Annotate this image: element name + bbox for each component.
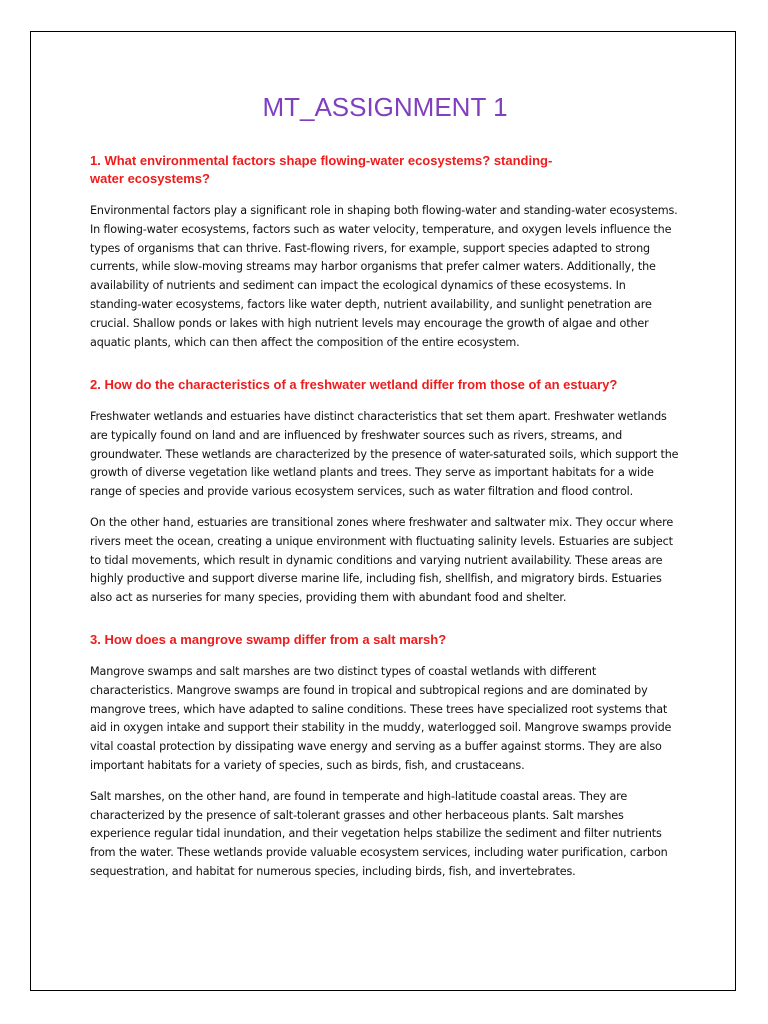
answer-1-paragraph-1: Environmental factors play a significant role in shaping both flowing-water and standing-water ecosystems. In flowing-water ecosystems, factors such as water velocity, temperature, and oxygen levels influence the types of organisms that can thrive. Fast-flowing rivers, for example, support species adapted to strong currents, while slow-moving streams may harbor organisms that prefer calmer waters. Additionally, the availability of nutrients and sediment can impact the ecological dynamics of these ecosystems. In standing-water ecosystems, factors like water depth, nutrient availability, and sunlight penetration are crucial. Shallow ponds or lakes with high nutrient levels may encourage the growth of algae and other aquatic plants, which can then affect the composition of the entire ecosystem. <box>90 204 678 349</box>
answer-3-paragraph-2: Salt marshes, on the other hand, are found in temperate and high-latitude coastal areas. They are characterized by the presence of salt-tolerant grasses and other herbaceous plants. Salt marshes experience regular tidal inundation, and their vegetation helps stabilize the sediment and filter nutrients from the water. These wetlands provide valuable ecosystem services, including water purification, carbon sequestration, and habitat for numerous species, including birds, fish, and invertebrates. <box>90 789 668 878</box>
answer-3-paragraph-1: Mangrove swamps and salt marshes are two distinct types of coastal wetlands with different characteristics. Mangrove swamps are found in tropical and subtropical regions and are dominated by mangrove trees, which have adapted to saline conditions. These trees have specialized root systems that aid in oxygen intake and support their stability in the muddy, waterlogged soil. Mangrove swamps provide vital coastal protection by dissipating wave energy and serving as a buffer against storms. They are also important habitats for a variety of species, such as birds, fish, and crustaceans. <box>90 665 672 772</box>
question-1: 1. What environmental factors shape flowing-water ecosystems? standing-water ecosystems? <box>90 153 553 186</box>
section-2 <box>90 376 680 608</box>
document-title: MT_ASSIGNMENT 1 <box>262 92 508 122</box>
question-3: 3. How does a mangrove swamp differ from a salt marsh? <box>90 632 447 647</box>
question-2: 2. How do the characteristics of a freshwater wetland differ from those of an estuary? <box>90 377 618 392</box>
section-3 <box>90 631 680 882</box>
answer-2-paragraph-2: On the other hand, estuaries are transitional zones where freshwater and saltwater mix. They occur where rivers meet the ocean, creating a unique environment with fluctuating salinity levels. Estuaries are subject to tidal movements, which result in dynamic conditions and varying nutrient availability. These areas are highly productive and support diverse marine life, including fish, shellfish, and migratory birds. Estuaries also act as nurseries for many species, providing them with abundant food and shelter. <box>90 515 674 605</box>
answer-2-paragraph-1: Freshwater wetlands and estuaries have distinct characteristics that set them apart. Freshwater wetlands are typically found on land and are influenced by freshwater sources such as rivers, streams, and groundwater. These wetlands are characterized by the presence of water-saturated soils, which support the growth of diverse vegetation like wetland plants and trees. They serve as important habitats for a wide range of species and provide various ecosystem services, such as water filtration and flood control. <box>90 410 679 499</box>
section-1 <box>90 152 680 352</box>
